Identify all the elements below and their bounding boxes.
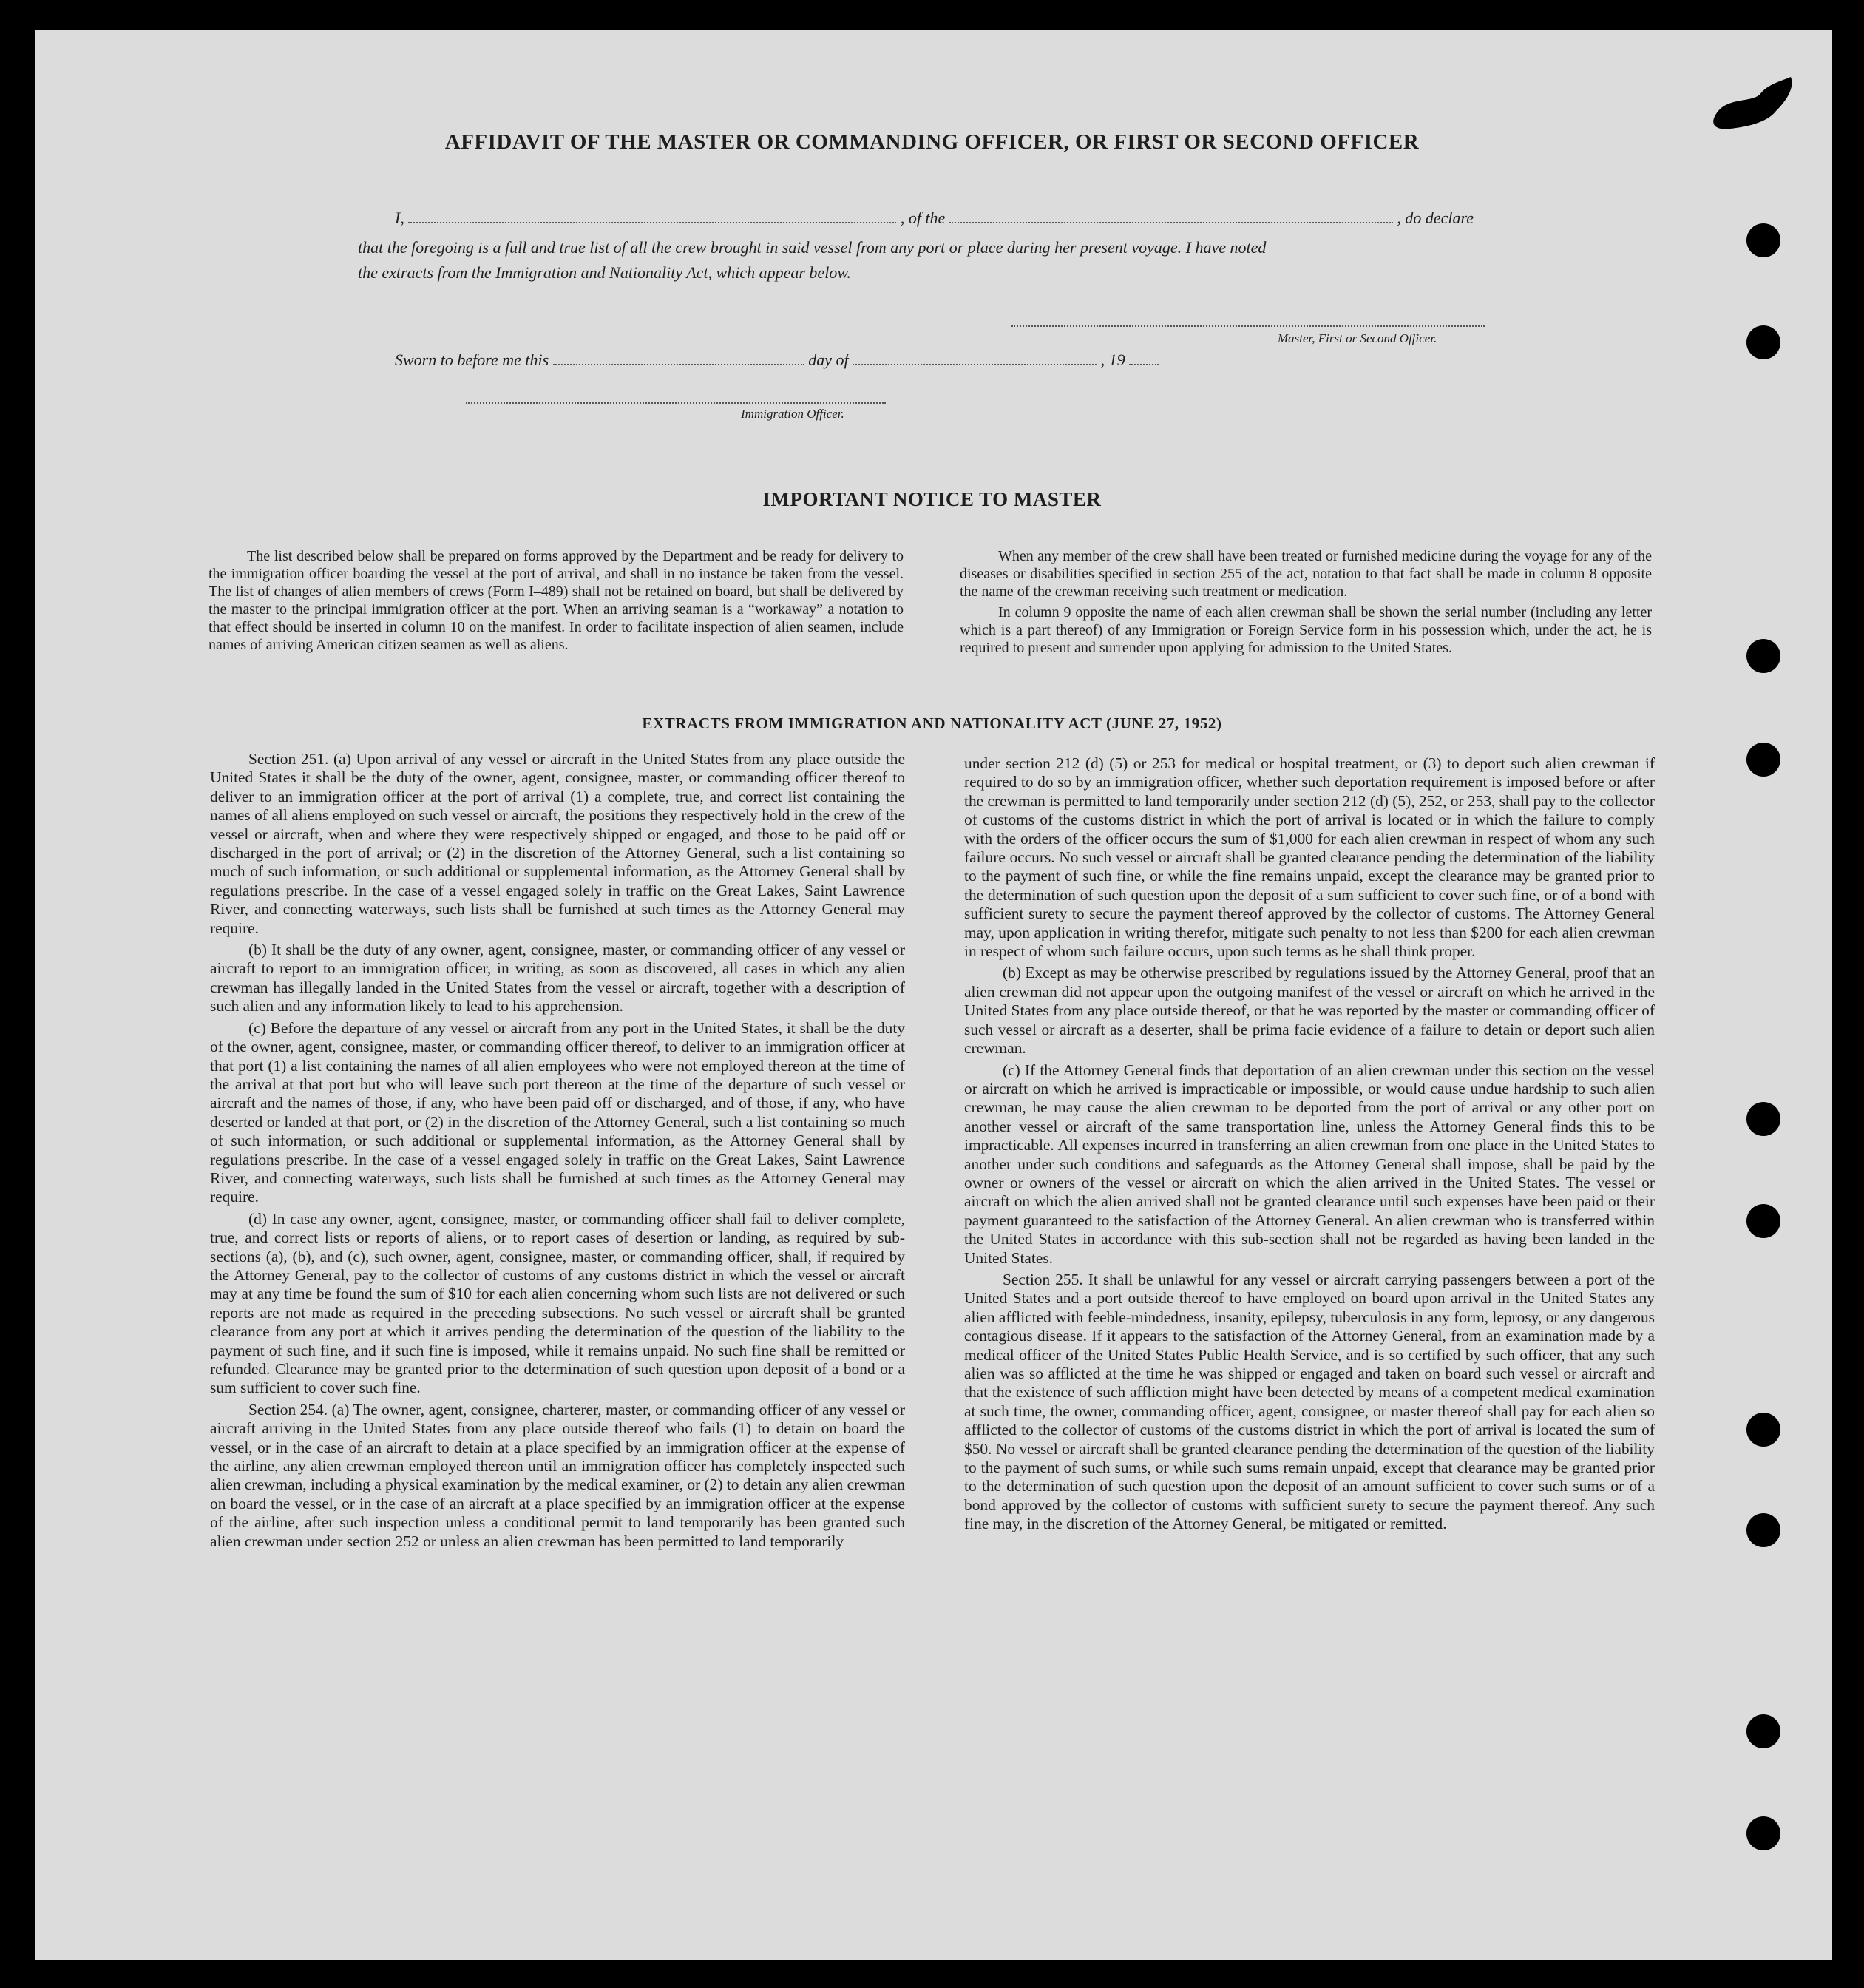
sworn-year-blank — [1129, 364, 1159, 365]
declarant-label: I, — [395, 209, 404, 227]
ink-blot — [1708, 74, 1797, 133]
declarant-name-blank — [408, 222, 896, 223]
punch-hole — [1746, 639, 1780, 673]
do-declare-label: , do declare — [1397, 209, 1474, 227]
punch-hole — [1746, 1816, 1780, 1850]
officer-signature-line — [466, 402, 886, 404]
section-paragraph: (b) Except as may be otherwise prescribed by regulations issued by the Attorney General, proof that an alien crewman did not appear upon the outgoing manifest of the vessel or aircraft on which he arrived in the United States from any place outside thereof, or that he was reported by the master or commanding officer of such vessel or aircraft as a deserter, shall be prima facie evidence of a failure to detain or deport such alien crewman. — [964, 964, 1655, 1058]
punch-hole — [1746, 1102, 1780, 1136]
affidavit-declarant-line — [395, 209, 1474, 228]
section-paragraph: Section 251. (a) Upon arrival of any vessel or aircraft in the United States from any place outside the United States it shall be the duty of the owner, agent, consignee, master, or commanding officer thereof to deliver to an immigration officer at the port of arrival (1) a complete, true, and correct list containing the names of all aliens employed on such vessel or aircraft, the positions they respectively hold in the crew of the vessel or aircraft, when and where they were respectively shipped or engaged, and those to be paid off or discharged in the port of arrival; or (2) in the discretion of the Attorney General, such a list containing so much of such information, or such additional or supplemental information, as the Attorney General shall by regulations prescribe. In the case of a vessel engaged solely in traffic on the Great Lakes, Saint Lawrence River, and connecting waterways, such lists shall be furnished at such times as the Attorney General may require. — [210, 750, 905, 937]
sworn-day-blank — [553, 364, 804, 365]
section-paragraph: (c) Before the departure of any vessel or aircraft from any port in the United States, it shall be the duty of the owner, agent, consignee, master, or commanding officer thereof, to deliver to an immigration officer at that port (1) a list containing the names of all alien employees who were not employed thereon at the time of the arrival at that port but who will leave such port thereon at the time of the departure of such vessel or aircraft and the names of those, if any, who have been paid off or discharged, and of those, if any, who have deserted or landed at that port, or (2) in the discretion of the Attorney General, such a list containing so much of such information, or such additional or supplemental information, as the Attorney General shall by regulations prescribe. In the case of a vessel engaged solely in traffic on the Great Lakes, Saint Lawrence River, and connecting waterways, such lists shall be furnished at such times as the Attorney General may require. — [210, 1018, 905, 1206]
master-signature-caption: Master, First or Second Officer. — [1278, 331, 1437, 345]
punch-hole — [1746, 325, 1780, 359]
section-paragraph: Section 255. It shall be unlawful for any vessel or aircraft carrying passengers between a port of the United States and a port outside thereof to have employed on board upon arrival in the United States any alien afflicted with feeble-mindedness, insanity, epilepsy, tuberculosis in any form, leprosy, or any dangerous contagious disease. If it appears to the satisfaction of the Attorney General, from an examination made by a medical officer of the United States Public Health Service, and is so certified by such officer, that any such alien was so afflicted at the time he was shipped or engaged and taken on board such vessel or aircraft and that the existence of such affliction might have been detected by means of a competent medical examination at such time, the owner, commanding officer, agent, consignee, or master thereof shall pay for each alien so afflicted to the collector of customs of the customs district in which the port of arrival is located the sum of $50. No vessel or aircraft shall be granted clearance pending the determination of the question of the liability to the payment of such sums, or while such sums remain unpaid, except that clearance may be granted prior to the determination of such question upon the deposit of an amount sufficient to cover such sums or of a bond approved by the collector of customs with sufficient surety to secure the payment thereof. Any such fine may, in the discretion of the Attorney General, be mitigated or remitted. — [964, 1270, 1655, 1533]
declaration-line-2: the extracts from the Immigration and Nationality Act, which appear below. — [358, 263, 851, 282]
vessel-label: , of the — [900, 209, 946, 227]
notice-title: IMPORTANT NOTICE TO MASTER — [762, 488, 1102, 510]
punch-hole — [1746, 1413, 1780, 1447]
section-paragraph: Section 254. (a) The owner, agent, consignee, charterer, master, or commanding officer of any vessel or aircraft arriving in the United States from any place outside thereof who fails (1) to detain on board the vessel, or in the case of an aircraft to detain at a place specified by an immigration officer at the expense of the airline, any alien crewman employed thereon until an immigration officer has completely inspected such alien crewman, including a physical examination by the medical examiner, or (2) to detain any alien crewman on board the vessel, or in the case of an aircraft at a place specified by an immigration officer at the expense of the airline, after such inspection unless a conditional permit to land temporarily has been granted such alien crewman under section 252 or unless an alien crewman has been permitted to land temporarily — [210, 1400, 905, 1550]
vessel-name-blank — [949, 222, 1393, 223]
sworn-month-blank — [853, 364, 1097, 365]
punch-hole — [1746, 1204, 1780, 1238]
notice-paragraph: When any member of the crew shall have been treated or furnished medicine during the voyage for any of the diseases or disabilities specified in section 255 of the act, notation to that fact shall be made in column 8 opposite the name of the crewman receiving such treatment or medication. — [960, 548, 1652, 600]
extracts-title: EXTRACTS FROM IMMIGRATION AND NATIONALITY ACT (JUNE 27, 1952) — [642, 714, 1222, 732]
sworn-line — [395, 351, 1159, 370]
notice-left-column — [209, 547, 904, 657]
day-of-label: day of — [808, 351, 849, 369]
notice-paragraph: In column 9 opposite the name of each alien crewman shall be shown the serial number (including any letter which is a part thereof) of any Immigration or Foreign Service form in his possession which, under the act, he is required to present and surrender upon applying for admission to the United States. — [960, 604, 1652, 656]
extracts-left-column — [210, 750, 905, 1554]
sworn-label: Sworn to before me this — [395, 351, 549, 369]
year-label: , 19 — [1100, 351, 1125, 369]
punch-hole — [1746, 1714, 1780, 1748]
punch-hole — [1746, 1513, 1780, 1547]
master-signature-line — [1011, 325, 1485, 327]
section-paragraph: (b) It shall be the duty of any owner, agent, consignee, master, or commanding officer of any vessel or aircraft to report to an immigration officer, in writing, as soon as discovered, all cases in which any alien crewman has illegally landed in the United States from the vessel or aircraft, together with a description of such alien and any information likely to lead to his apprehension. — [210, 941, 905, 1015]
declaration-line-1: that the foregoing is a full and true list of all the crew brought in said vessel from any port or place during her present voyage. I have noted — [358, 238, 1267, 257]
officer-signature-caption: Immigration Officer. — [741, 407, 844, 421]
section-paragraph: under section 212 (d) (5) or 253 for medical or hospital treatment, or (3) to deport such alien crewman if required to do so by an immigration officer, whether such deportation requirement is imposed before or after the crewman is permitted to land temporarily under section 212 (d) (5), 252, or 253, shall pay to the collector of customs of the customs district in which the port of arrival is located or in which the failure to comply with the orders of the officer occurs the sum of $1,000 for each alien crewman in respect of whom any such failure occurs. No such vessel or aircraft shall be granted clearance pending the determination of the liability to the payment of such fine, or while the fine remains unpaid, except the clearance may be granted prior to the determination of such question upon the deposit of a sum sufficient to cover such fine, or of a bond with sufficient surety to secure the payment thereof approved by the collector of customs. The Attorney General may, upon application in writing therefor, mitigate such penalty to not less than $200 for each alien crewman in respect of whom such failure occurs, upon such terms as he shall think proper. — [964, 754, 1655, 961]
punch-hole — [1746, 223, 1780, 257]
extracts-right-column — [964, 754, 1655, 1537]
affidavit-title: AFFIDAVIT OF THE MASTER OR COMMANDING OFFICER, OR FIRST OR SECOND OFFICER — [444, 130, 1420, 154]
punch-hole — [1746, 743, 1780, 777]
notice-paragraph: The list described below shall be prepared on forms approved by the Department and be ready for delivery to the immigration officer boarding the vessel at the port of arrival, and shall in no instance be taken from the vessel. The list of changes of alien members of crews (Form I–489) shall not be retained on board, but shall be delivered by the master to the principal immigration officer at the port. When an arriving seaman is a “workaway” a notation to that effect should be inserted in column 10 on the manifest. In order to facilitate inspection of alien seamen, include names of arriving American citizen seamen as well as aliens. — [209, 548, 904, 653]
notice-right-column — [960, 547, 1652, 660]
section-paragraph: (d) In case any owner, agent, consignee, master, or commanding officer shall fail to deliver complete, true, and correct lists or reports of aliens, or to report cases of desertion or landing, as required by sub-sections (a), (b), and (c), such owner, agent, consignee, master, or commanding officer, shall, if required by the Attorney General, pay to the collector of customs of any customs district in which the vessel or aircraft may at any time be found the sum of $10 for each alien concerning whom such lists are not delivered or such reports are not made as required in the preceding subsections. No such vessel or aircraft shall be granted clearance from any port at which it arrives pending the determination of the question of the liability to the payment of such fine, and if such fine is imposed, while it remains unpaid. No such fine shall be remitted or refunded. Clearance may be granted prior to the determination of such question upon deposit of a bond or a sum sufficient to cover such fine. — [210, 1209, 905, 1397]
section-paragraph: (c) If the Attorney General finds that deportation of an alien crewman under this section on the vessel or aircraft on which he arrived is impracticable or impossible, or would cause undue hardship to such alien crewman, he may cause the alien crewman to be deported from the port of arrival or any other port on another vessel or aircraft of the same transportation line, unless the Attorney General finds this to be impracticable. All expenses incurred in transferring an alien crewman from one place in the United States to another under such conditions and safeguards as the Attorney General shall impose, shall be paid by the owner or owners of the vessel or aircraft on which the alien arrived in the United States. The vessel or aircraft on which the alien arrived shall not be granted clearance until such expenses have been paid or their payment guaranteed to the satisfaction of the Attorney General. An alien crewman who is transferred within the United States in accordance with this sub-section shall not be regarded as having been landed in the United States. — [964, 1061, 1655, 1267]
